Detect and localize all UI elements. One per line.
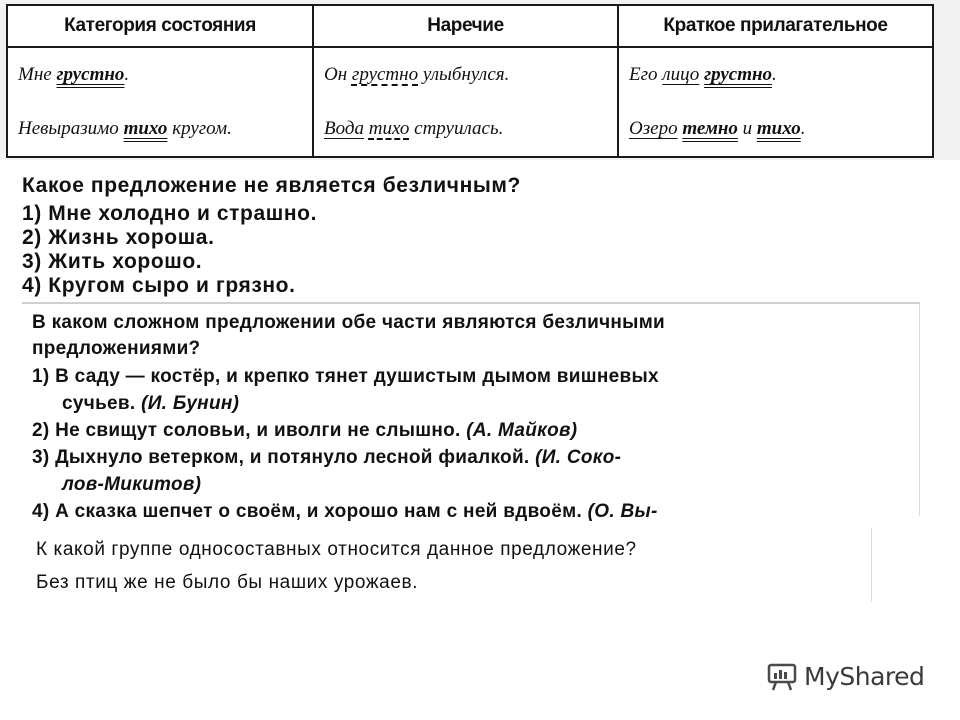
myshared-watermark <box>766 656 936 696</box>
sentence-fragment: Невыразимо <box>18 118 124 139</box>
example-sentence <box>18 102 302 156</box>
column-header-short-adjective: Краткое прилагательное <box>618 5 933 47</box>
option-text: 4) А сказка шепчет о своём, и хорошо нам с ней вдвоём. <box>32 501 588 522</box>
answer-option-continuation <box>32 472 919 497</box>
question-1 <box>22 170 782 298</box>
sentence-fragment: Его <box>629 64 663 85</box>
question-2-title-line-2: предложениями? <box>32 338 201 359</box>
marked-word-adv: грустно <box>351 64 419 85</box>
marked-word-subj: Озеро <box>629 118 678 139</box>
answer-option: 2) Жизнь хороша. <box>22 226 215 249</box>
question-1-title: Какое предложение не является безличным? <box>22 174 521 197</box>
option-source: (О. Вы- <box>587 501 658 522</box>
example-sentence <box>324 48 607 102</box>
table-cell <box>618 47 933 157</box>
option-text: 3) Дыхнуло ветерком, и потянуло лесной фиалкой. <box>32 447 536 468</box>
marked-word-pred: темно <box>682 118 738 139</box>
sentence-fragment: Мне <box>18 64 57 85</box>
option-text: 2) Не свищут соловьи, и иволги не слышно. <box>32 420 467 441</box>
sentence-fragment: . <box>124 64 130 85</box>
marked-word-adv: тихо <box>368 118 410 139</box>
presentation-board-icon <box>766 660 798 692</box>
watermark-text: MyShared <box>804 661 925 691</box>
table-header-row <box>7 5 933 47</box>
option-text: сучьев. <box>62 393 142 414</box>
sentence-fragment: и <box>737 118 757 139</box>
parts-of-speech-table <box>6 4 934 158</box>
marked-word-pred: грустно <box>56 64 125 85</box>
example-sentence <box>324 102 607 156</box>
table-cell <box>313 47 618 157</box>
marked-word-pred: грустно <box>704 64 773 85</box>
answer-option <box>32 418 919 443</box>
marked-word-pred: тихо <box>123 118 168 139</box>
answer-option <box>32 364 919 389</box>
question-2 <box>22 302 920 522</box>
parts-of-speech-table-panel <box>0 0 960 160</box>
example-sentence <box>18 48 302 102</box>
table-cell <box>7 47 313 157</box>
sentence-fragment: улыбнулся. <box>418 64 510 85</box>
answer-option-continuation <box>32 391 919 416</box>
answer-option: 1) Мне холодно и страшно. <box>22 202 318 225</box>
question-3 <box>22 528 872 602</box>
option-source: (И. Соко- <box>535 447 622 468</box>
sentence-fragment: струилась. <box>409 118 504 139</box>
option-source: (И. Бунин) <box>141 393 240 414</box>
example-sentence <box>629 102 922 156</box>
option-source: лов-Микитов) <box>62 474 202 495</box>
answer-option <box>32 499 919 524</box>
sentence-fragment: Он <box>324 64 352 85</box>
option-source: (А. Майков) <box>466 420 578 441</box>
marked-word-pred: тихо <box>756 118 801 139</box>
question-3-title: К какой группе односоставных относится данное предложение? <box>36 539 637 560</box>
marked-word-subj: Вода <box>324 118 364 139</box>
sentence-fragment: кругом. <box>167 118 232 139</box>
answer-option: 4) Кругом сыро и грязно. <box>22 274 296 297</box>
column-header-state-category: Категория состояния <box>7 5 313 47</box>
question-3-sentence: Без птиц же не было бы наших урожаев. <box>36 572 419 593</box>
question-2-title-line-1: В каком сложном предложении обе части являются безличными <box>32 312 666 333</box>
answer-option <box>32 445 919 470</box>
column-header-adverb: Наречие <box>313 5 618 47</box>
table-row <box>7 47 933 157</box>
sentence-fragment: . <box>772 64 777 85</box>
sentence-fragment: . <box>800 118 806 139</box>
example-sentence <box>629 48 922 102</box>
answer-option: 3) Жить хорошо. <box>22 250 203 273</box>
marked-word-subj: лицо <box>662 64 700 85</box>
option-text: 1) В саду — костёр, и крепко тянет душистым дымом вишневых <box>32 366 659 387</box>
